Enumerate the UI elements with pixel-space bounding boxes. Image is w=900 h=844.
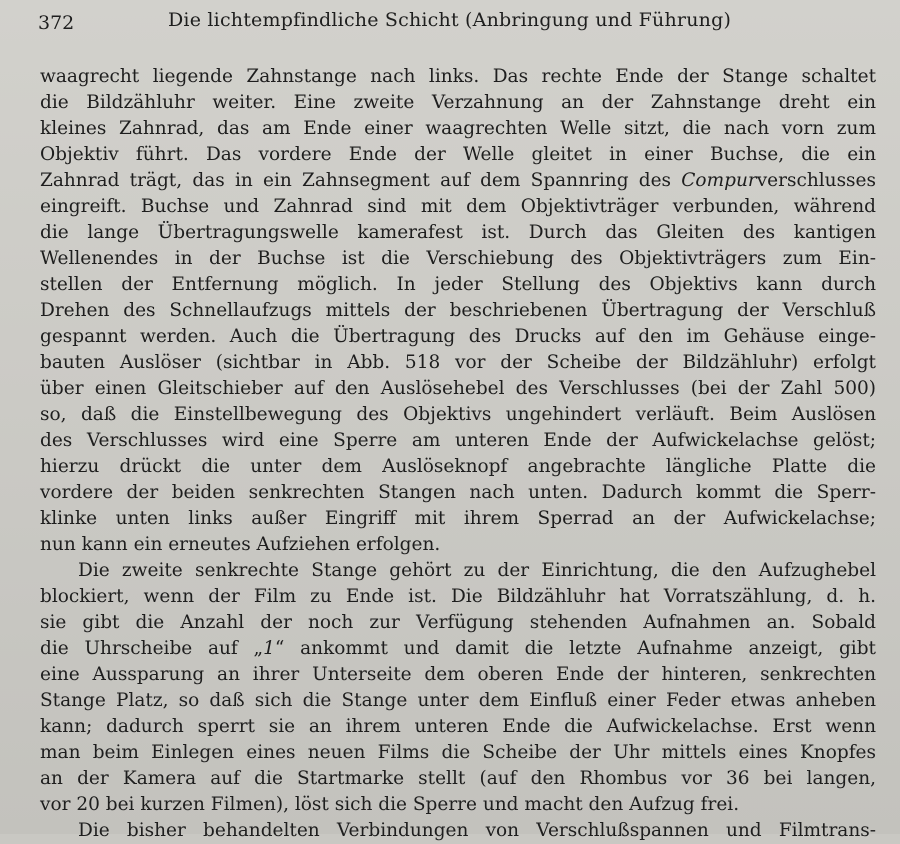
text-line: [40, 818, 876, 844]
text-line: [40, 350, 876, 376]
line-italic-text: Compur: [681, 170, 757, 191]
line-text: blockiert, wenn der Film zu Ende ist. Die Bildzähluhr hat Vorratszählung, d. h.: [40, 586, 876, 607]
line-text: eine Aussparung an ihrer Unterseite dem oberen Ende der hinteren, senkrechten: [40, 664, 876, 685]
line-text: die Bildzähluhr weiter. Eine zweite Verzahnung an der Zahnstange dreht ein: [40, 92, 876, 113]
text-line: [40, 740, 876, 766]
text-line: [40, 428, 876, 454]
line-text: eingreift. Buchse und Zahnrad sind mit dem Objektivträger verbunden, während: [40, 196, 876, 217]
text-line: [40, 454, 876, 480]
line-text: kleines Zahnrad, das am Ende einer waagrechten Welle sitzt, die nach vorn zum: [40, 118, 876, 139]
line-text: stellen der Entfernung möglich. In jeder Stellung des Objektivs kann durch: [40, 274, 876, 295]
text-line: [40, 64, 876, 90]
text-line: [40, 168, 876, 194]
line-text: hierzu drückt die unter dem Auslöseknopf angebrachte längliche Platte die: [40, 456, 876, 477]
line-text: Objektiv führt. Das vordere Ende der Welle gleitet in einer Buchse, die ein: [40, 144, 876, 165]
text-line: [40, 610, 876, 636]
text-line: [40, 584, 876, 610]
body-text: [40, 64, 876, 844]
line-text: über einen Gleitschieber auf den Auslösehebel des Verschlusses (bei der Zahl 500): [40, 378, 876, 399]
text-line: [40, 376, 876, 402]
line-text: vor 20 bei kurzen Filmen), löst sich die Sperre und macht den Aufzug frei.: [40, 794, 740, 815]
line-text: an der Kamera auf die Startmarke stellt (auf den Rhombus vor 36 bei langen,: [40, 768, 876, 789]
text-line: [40, 402, 876, 428]
text-line: [40, 714, 876, 740]
line-text: Die bisher behandelten Verbindungen von Verschlußspannen und Filmtrans-: [78, 820, 876, 841]
line-text: waagrecht liegende Zahnstange nach links. Das rechte Ende der Stange schaltet: [40, 66, 876, 87]
line-text: nun kann ein erneutes Aufziehen erfolgen.: [40, 534, 441, 555]
text-line: [40, 792, 876, 818]
text-line: [40, 220, 876, 246]
text-line: [40, 90, 876, 116]
text-line: [40, 636, 876, 662]
text-line: [40, 142, 876, 168]
text-line: [40, 662, 876, 688]
text-line: [40, 246, 876, 272]
line-text: Zahnrad trägt, das in ein Zahnsegment auf dem Spannring des: [40, 170, 682, 191]
line-text-after: verschlusses: [756, 170, 876, 191]
page-header: [38, 8, 860, 36]
line-italic-text: 1: [263, 638, 275, 659]
line-text: Wellenendes in der Buchse ist die Verschiebung des Objektivträgers zum Ein-: [40, 248, 876, 269]
text-line: [40, 194, 876, 220]
line-text: Die zweite senkrechte Stange gehört zu der Einrichtung, die den Aufzughebel: [78, 560, 876, 581]
line-text: des Verschlusses wird eine Sperre am unteren Ende der Aufwickelachse gelöst;: [40, 430, 876, 451]
text-line: [40, 506, 876, 532]
line-text: Drehen des Schnellaufzugs mittels der beschriebenen Übertragung der Verschluß: [40, 300, 876, 321]
text-line: [40, 558, 876, 584]
text-line: [40, 272, 876, 298]
line-text-after: “ ankommt und damit die letzte Aufnahme anzeigt, gibt: [274, 638, 876, 659]
text-line: [40, 298, 876, 324]
line-text: Stange Platz, so daß sich die Stange unter dem Einfluß einer Feder etwas anheben: [40, 690, 876, 711]
line-text: bauten Auslöser (sichtbar in Abb. 518 vor der Scheibe der Bildzähluhr) erfolgt: [40, 352, 876, 373]
line-text: man beim Einlegen eines neuen Films die Scheibe der Uhr mittels eines Knopfes: [40, 742, 876, 763]
line-text: sie gibt die Anzahl der noch zur Verfügung stehenden Aufnahmen an. Sobald: [40, 612, 876, 633]
text-line: [40, 532, 876, 558]
text-line: [40, 480, 876, 506]
text-line: [40, 116, 876, 142]
text-line: [40, 766, 876, 792]
text-line: [40, 688, 876, 714]
line-text: gespannt werden. Auch die Übertragung des Drucks auf den im Gehäuse einge-: [40, 326, 876, 347]
line-text: so, daß die Einstellbewegung des Objektivs ungehindert verläuft. Beim Auslösen: [40, 404, 876, 425]
running-title: Die lichtempfindliche Schicht (Anbringung und Führung): [168, 9, 732, 31]
page-number: 372: [38, 12, 75, 34]
line-text: die lange Übertragungswelle kamerafest ist. Durch das Gleiten des kantigen: [40, 222, 876, 243]
text-line: [40, 324, 876, 350]
line-text: klinke unten links außer Eingriff mit ihrem Sperrad an der Aufwickelachse;: [40, 508, 876, 529]
line-text: die Uhrscheibe auf „: [40, 638, 264, 659]
line-text: vordere der beiden senkrechten Stangen nach unten. Dadurch kommt die Sperr-: [40, 482, 876, 503]
line-text: kann; dadurch sperrt sie an ihrem unteren Ende die Aufwickelachse. Erst wenn: [40, 716, 876, 737]
